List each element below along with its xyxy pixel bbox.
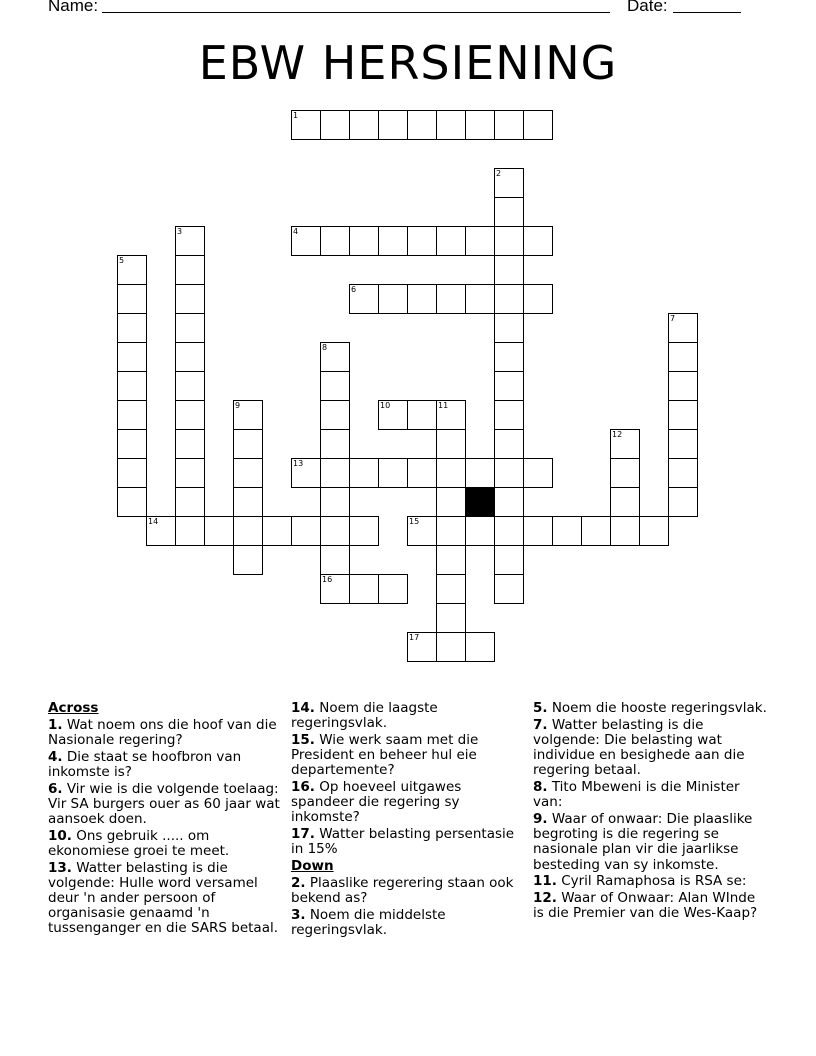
grid-cell[interactable] [668,371,698,401]
grid-cell[interactable] [117,458,147,488]
grid-cell[interactable] [349,574,379,604]
clue-text: Noem die laagste regeringsvlak. [291,700,438,732]
grid-cell[interactable] [291,516,321,546]
grid-cell[interactable] [465,516,495,546]
grid-cell[interactable] [407,400,437,430]
grid-cell[interactable] [117,487,147,517]
clue-across-14 [291,701,521,731]
grid-cell[interactable] [320,110,350,140]
grid-cell[interactable] [349,110,379,140]
grid-cell[interactable] [146,516,176,546]
down-heading: Down [291,858,334,875]
grid-cell[interactable] [349,458,379,488]
clue-number: 14. [291,700,315,716]
clue-text: Watter belasting persentasie in 15% [291,826,515,858]
grid-cell[interactable] [436,226,466,256]
grid-cell[interactable] [320,574,350,604]
cell-number: 11 [438,401,449,410]
grid-cell[interactable] [436,284,466,314]
grid-cell[interactable] [378,110,408,140]
grid-cell[interactable] [175,429,205,459]
grid-cell[interactable] [494,197,524,227]
grid-cell[interactable] [436,574,466,604]
grid-cell[interactable] [291,110,321,140]
clue-across-6 [48,782,283,828]
clue-text: Die staat se hoofbron van inkomste is? [48,748,242,780]
grid-cell[interactable] [233,487,263,517]
grid-cell[interactable] [320,458,350,488]
grid-cell[interactable] [349,226,379,256]
cell-number: 5 [119,256,125,265]
grid-cell[interactable] [523,458,553,488]
grid-cell[interactable] [320,226,350,256]
clue-across-10 [48,829,283,859]
cell-number: 17 [409,633,420,642]
clue-number: 1. [48,716,63,733]
clues-column-1 [48,701,283,938]
cell-number: 9 [235,401,241,410]
clue-text: Wat noem ons die hoof van die Nasionale regering? [48,716,277,748]
clue-text: Watter belasting is die volgende: Hulle word versamel deur 'n ander persoon of organisasie genaamd 'n tussenganger en die SARS betaal. [48,859,279,937]
clue-text: Waar of Onwaar: Alan WInde is die Premier van die Wes-Kaap? [533,889,758,922]
clue-across-15 [291,733,521,779]
grid-cell[interactable] [175,226,205,256]
grid-cell[interactable] [523,284,553,314]
grid-cell[interactable] [233,429,263,459]
grid-cell[interactable] [117,284,147,314]
clue-down-5 [533,701,768,716]
clue-down-8 [533,780,768,810]
grid-cell[interactable] [117,400,147,430]
grid-cell[interactable] [494,429,524,459]
grid-cell[interactable] [349,516,379,546]
grid-cell[interactable] [494,342,524,372]
grid-cell[interactable] [407,226,437,256]
grid-cell[interactable] [610,429,640,459]
grid-cell[interactable] [494,574,524,604]
clue-across-4 [48,750,283,780]
clue-number: 10. [48,827,72,844]
clue-down-12 [533,891,768,921]
grid-cell[interactable] [175,516,205,546]
grid-cell[interactable] [175,487,205,517]
grid-cell[interactable] [465,110,495,140]
grid-cell[interactable] [175,458,205,488]
cell-number: 4 [293,227,299,236]
grid-cell[interactable] [262,516,292,546]
clue-text: Cyril Ramaphosa is RSA se: [561,873,747,890]
cell-number: 7 [670,314,676,323]
clue-text: Waar of onwaar: Die plaaslike begroting is die regering se nasionale plan vir die jaarlikse besteding van sy inkomste. [533,810,753,873]
grid-cell[interactable] [233,400,263,430]
grid-cell[interactable] [610,487,640,517]
grid-cell[interactable] [407,110,437,140]
grid-cell[interactable] [407,632,437,662]
grid-cell[interactable] [117,313,147,343]
clue-number: 5. [533,700,548,716]
grid-cell[interactable] [668,313,698,343]
grid-cell[interactable] [523,516,553,546]
grid-cell[interactable] [465,226,495,256]
grid-cell[interactable] [378,400,408,430]
grid-cell[interactable] [175,400,205,430]
grid-cell[interactable] [494,545,524,575]
grid-cell[interactable] [175,342,205,372]
grid-cell[interactable] [494,110,524,140]
grid-cell[interactable] [436,545,466,575]
clue-text: Noem die hooste regeringsvlak. [551,700,767,716]
grid-cell[interactable] [291,226,321,256]
name-label: Name: [48,0,99,15]
clue-number: 3. [291,906,306,923]
grid-cell[interactable] [668,487,698,517]
grid-cell[interactable] [320,400,350,430]
grid-cell[interactable] [436,516,466,546]
clue-text: Noem die middelste regeringsvlak. [291,906,446,938]
page-title: EBW HERSIENING [198,36,618,90]
cell-number: 1 [293,111,299,120]
grid-cell[interactable] [204,516,234,546]
clue-down-11 [533,874,768,889]
grid-cell[interactable] [465,458,495,488]
clues-column-3 [533,701,768,923]
grid-cell[interactable] [436,458,466,488]
clue-number: 8. [533,779,548,796]
clue-across-17 [291,827,521,857]
grid-cell[interactable] [610,458,640,488]
grid-cell[interactable] [117,255,147,285]
clue-down-2 [291,876,521,906]
grid-cell[interactable] [320,516,350,546]
grid-cell[interactable] [378,574,408,604]
grid-cell[interactable] [175,255,205,285]
grid-cell[interactable] [494,371,524,401]
grid-cell[interactable] [378,458,408,488]
grid-cell[interactable] [320,342,350,372]
grid-cell[interactable] [436,632,466,662]
grid-cell[interactable] [291,458,321,488]
grid-cell[interactable] [378,284,408,314]
cell-number: 3 [177,227,183,236]
clue-down-7 [533,718,768,779]
grid-cell[interactable] [117,342,147,372]
grid-cell[interactable] [668,429,698,459]
grid-cell[interactable] [320,429,350,459]
clue-text: Op hoeveel uitgawes spandeer die regering sy inkomste? [291,779,462,826]
clue-across-13 [48,861,283,937]
grid-cell[interactable] [320,545,350,575]
grid-cell[interactable] [465,284,495,314]
grid-cell[interactable] [436,110,466,140]
grid-cell[interactable] [494,516,524,546]
clue-down-9 [533,812,768,873]
grid-cell[interactable] [436,429,466,459]
grid-cell[interactable] [668,400,698,430]
cell-number: 14 [148,517,159,526]
clue-down-3 [291,908,521,938]
grid-cell[interactable] [436,487,466,517]
grid-cell[interactable] [668,342,698,372]
grid-cell[interactable] [552,516,582,546]
grid-cell[interactable] [233,516,263,546]
clue-number: 7. [533,716,548,733]
grid-cell[interactable] [436,400,466,430]
grid-cell[interactable] [581,516,611,546]
clue-across-1 [48,718,283,748]
grid-cell[interactable] [494,284,524,314]
clue-number: 6. [48,780,63,797]
cell-number: 12 [612,430,623,439]
grid-cell[interactable] [407,516,437,546]
cell-number: 10 [380,401,391,410]
grid-cell[interactable] [117,371,147,401]
grid-cell[interactable] [320,371,350,401]
grid-cell[interactable] [523,110,553,140]
grid-cell[interactable] [494,168,524,198]
grid-cell[interactable] [494,458,524,488]
clue-text: Ons gebruik ..... om ekonomiese groei te meet. [48,827,230,859]
clue-number: 12. [533,889,557,906]
cell-number: 2 [496,169,502,178]
grid-cell[interactable] [175,371,205,401]
grid-cell[interactable] [233,458,263,488]
clue-number: 2. [291,874,306,891]
clues-column-2 [291,701,521,940]
grid-cell[interactable] [175,284,205,314]
grid-cell[interactable] [465,632,495,662]
clue-number: 4. [48,748,63,765]
cell-number: 16 [322,575,333,584]
grid-cell[interactable] [320,487,350,517]
cell-number: 13 [293,459,304,468]
clue-text: Vir wie is die volgende toelaag: Vir SA burgers ouer as 60 jaar wat aansoek doen. [48,780,280,827]
grid-cell[interactable] [494,255,524,285]
grid-cell[interactable] [494,400,524,430]
grid-cell[interactable] [407,458,437,488]
clue-text: Plaaslike regerering staan ook bekend as? [291,874,514,906]
across-heading: Across [48,700,99,716]
grid-cell[interactable] [494,487,524,517]
clue-number: 11. [533,873,557,890]
grid-cell[interactable] [639,516,669,546]
cell-number: 15 [409,517,420,526]
clue-number: 13. [48,859,72,876]
clue-number: 15. [291,731,315,748]
clue-text: Watter belasting is die volgende: Die belasting wat individue en besighede aan die regering betaal. [533,716,745,779]
cell-number: 6 [351,285,357,294]
grid-cell[interactable] [233,545,263,575]
clue-number: 16. [291,779,315,796]
date-label: Date: [627,0,668,15]
clue-across-16 [291,780,521,826]
grid-cell[interactable] [378,226,408,256]
grid-cell[interactable] [436,603,466,633]
grid-cell[interactable] [610,516,640,546]
clue-text: Wie werk saam met die President en beheer hul eie departemente? [291,731,479,779]
grid-cell[interactable] [668,458,698,488]
grid-cell[interactable] [494,226,524,256]
clue-number: 9. [533,810,548,827]
grid-cell[interactable] [407,284,437,314]
black-cell [465,487,495,517]
grid-cell[interactable] [175,313,205,343]
clue-number: 17. [291,826,315,843]
grid-cell[interactable] [349,284,379,314]
grid-cell[interactable] [523,226,553,256]
grid-cell[interactable] [494,313,524,343]
cell-number: 8 [322,343,328,352]
grid-cell[interactable] [117,429,147,459]
clue-text: Tito Mbeweni is die Minister van: [533,779,740,811]
